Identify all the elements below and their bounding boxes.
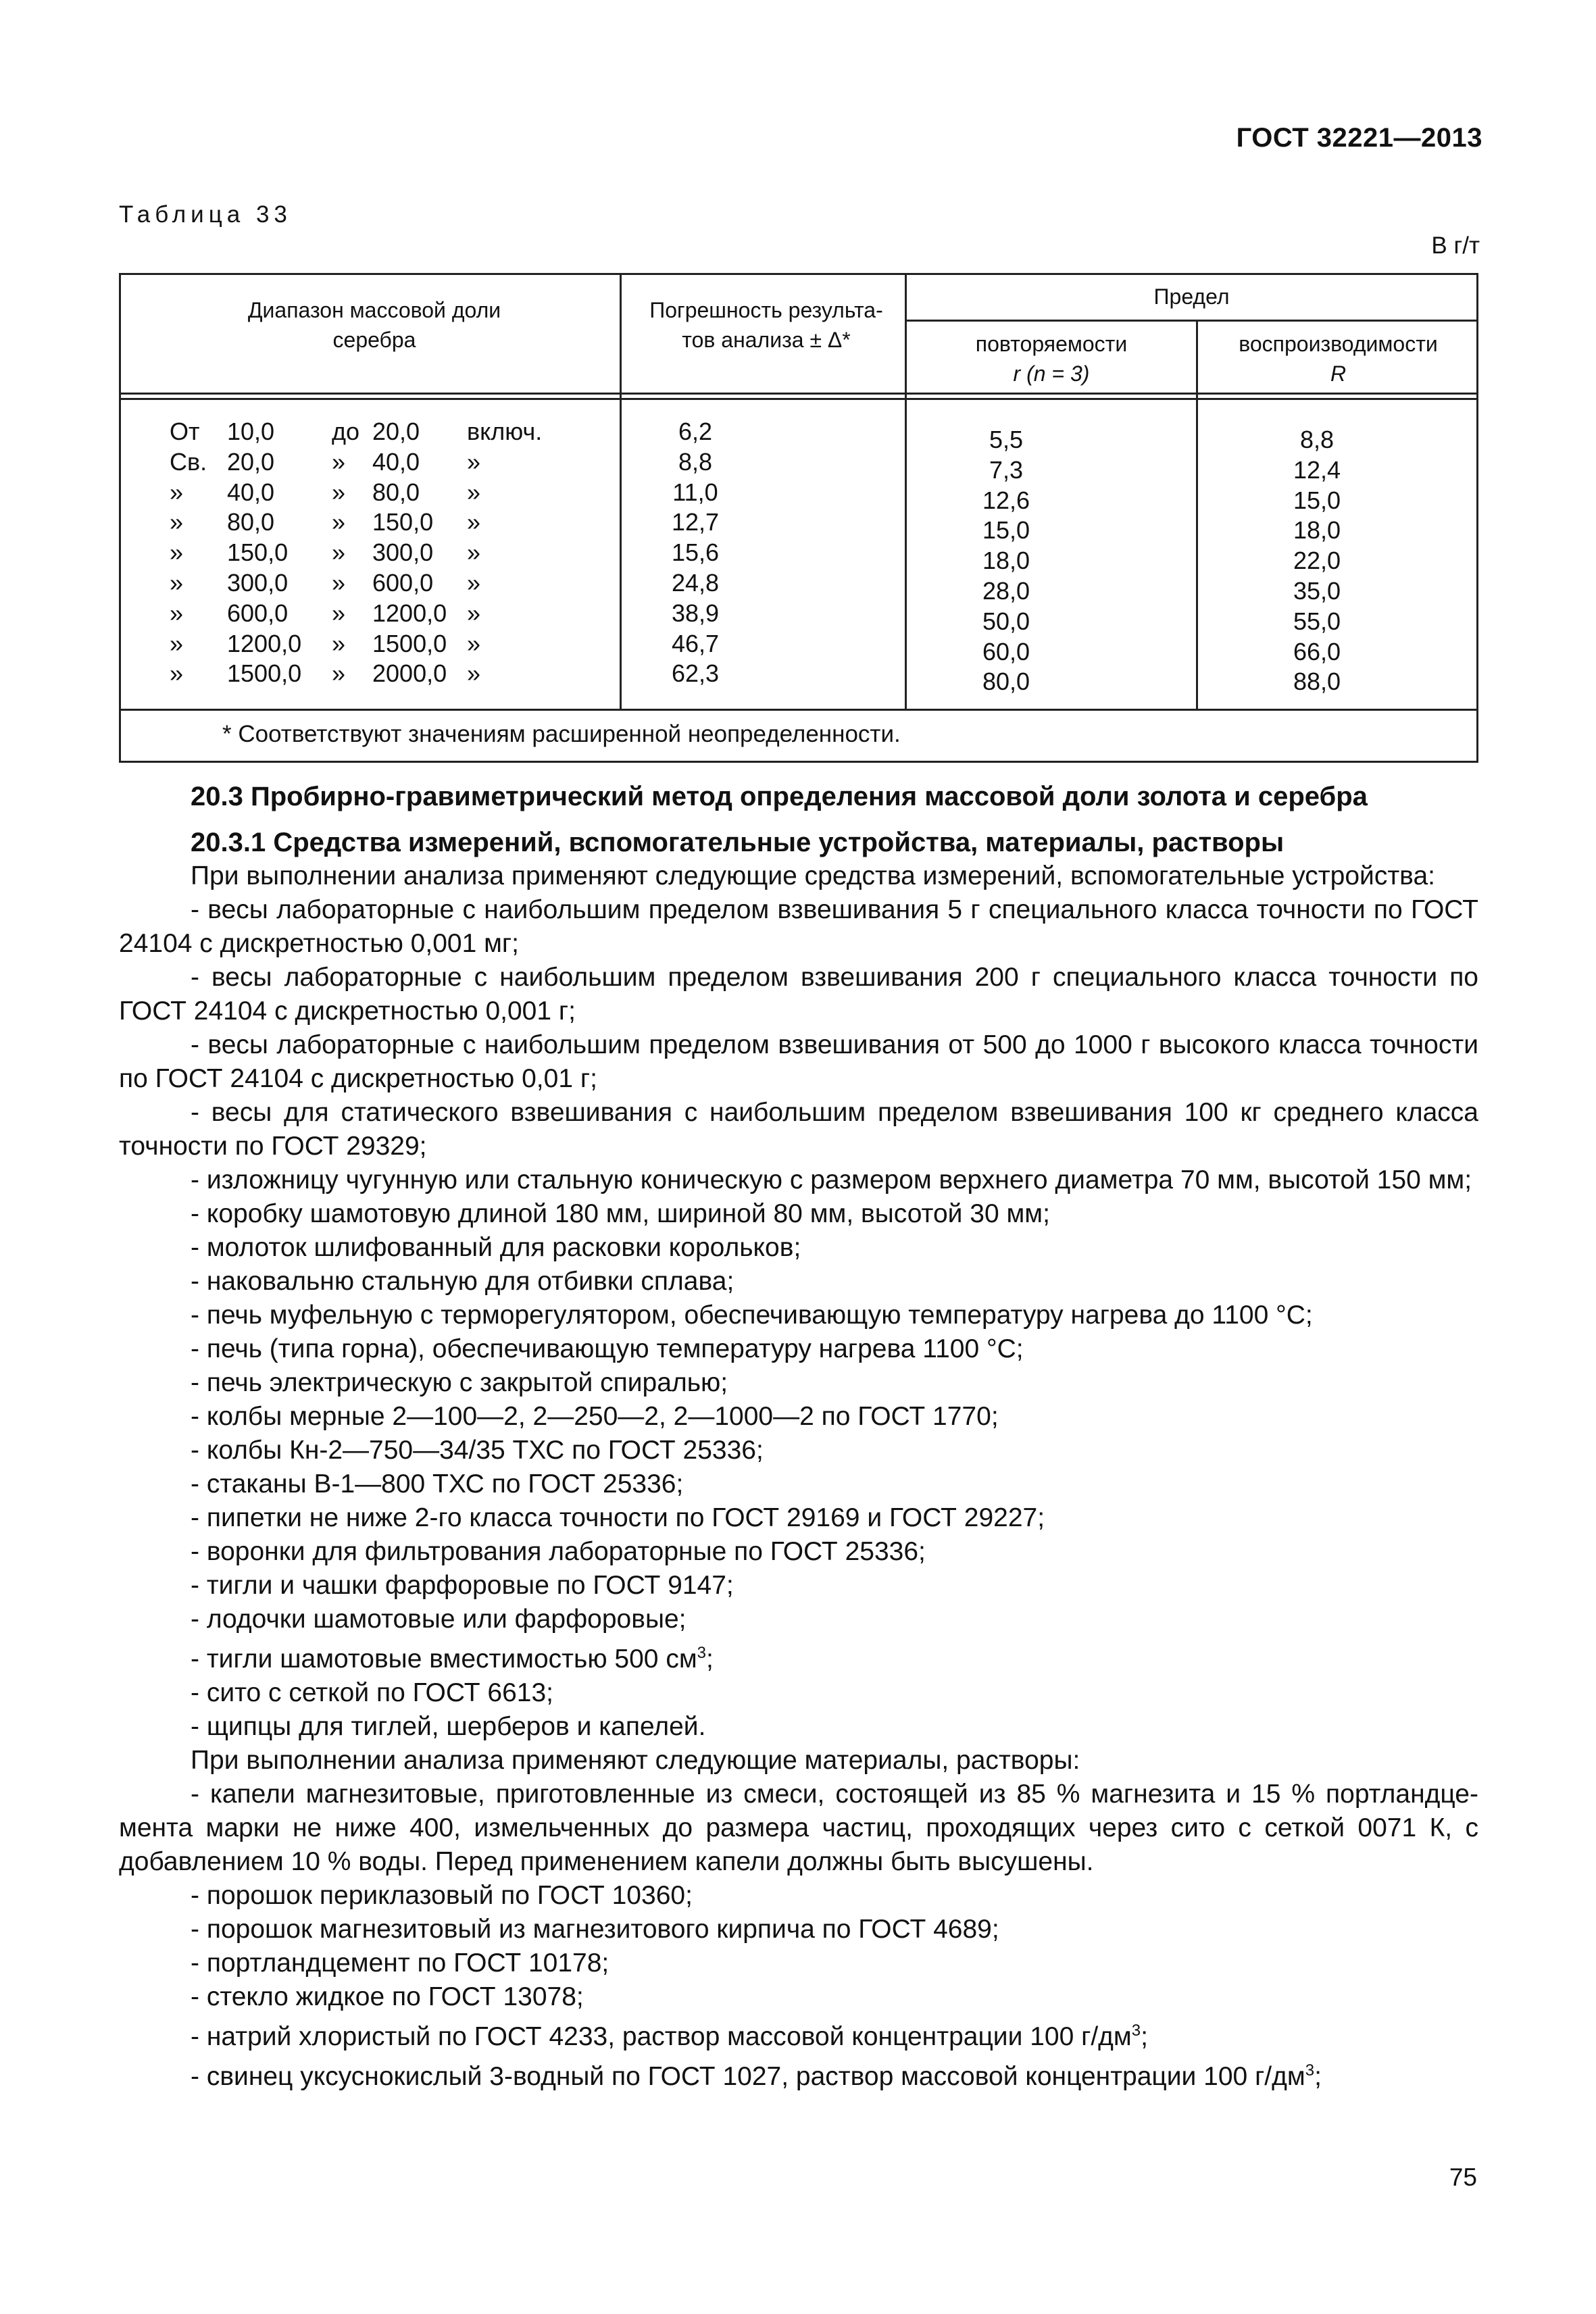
range-from: 1200,0 [227, 629, 302, 657]
list-item: - коробку шамотовую длиной 180 мм, шириной 80 мм, высотой 30 мм; [191, 1199, 1050, 1228]
list-item: - весы лабораторные с наибольшим пределом взвешивания 200 г специального класса точности по ГОСТ 24104 с дискретностью 0,001 г; [119, 963, 1478, 1026]
range-to: 1200,0 [372, 599, 447, 627]
list-item: - порошок магнезитовый из магнезитового кирпича по ГОСТ 4689; [191, 1915, 999, 1944]
repeatability-value: 60,0 [982, 637, 1030, 665]
list-item: - портландцемент по ГОСТ 10178; [191, 1948, 609, 1978]
range-suffix: включ. [467, 418, 543, 445]
subsection-heading: 20.3.1 Средства измерений, вспомогательные устройства, материалы, растворы [191, 828, 1285, 857]
range-suffix: » [467, 508, 481, 536]
range-from: 20,0 [227, 447, 275, 476]
reproducibility-value: 22,0 [1293, 547, 1341, 575]
error-value: 62,3 [671, 659, 720, 688]
document-code: ГОСТ 32221—2013 [1236, 123, 1482, 153]
range-prefix: » [170, 478, 184, 506]
repeatability-column [905, 425, 1107, 697]
reproducibility-value: 18,0 [1293, 516, 1341, 545]
list-item: - наковальню стальную для отбивки сплава; [191, 1267, 734, 1296]
error-value: 15,6 [671, 538, 720, 567]
repeatability-value: 28,0 [982, 576, 1030, 605]
list-item: - пипетки не ниже 2-го класса точности по ГОСТ 29169 и ГОСТ 29227; [191, 1503, 1045, 1532]
list-item: - весы для статического взвешивания с наибольшим пределом взвешивания 100 кг среднего класса точности по ГОСТ 29329; [119, 1098, 1478, 1161]
error-value: 24,8 [671, 568, 720, 597]
range-to: 40,0 [372, 447, 420, 476]
range-prefix: » [170, 629, 184, 657]
list-item: - сито с сеткой по ГОСТ 6613; [191, 1678, 553, 1707]
error-value: 46,7 [671, 629, 720, 657]
reproducibility-column [1216, 425, 1418, 697]
range-prefix: Св. [170, 447, 207, 476]
list-item: - порошок периклазовый по ГОСТ 10360; [191, 1881, 693, 1910]
range-from: 300,0 [227, 568, 289, 597]
range-to: 2000,0 [372, 659, 447, 688]
list-item: - капели магнезитовые, приготовленные из смеси, состоящей из 85 % магнезита и 15 % портландцемента марки не ниже 400, измельченных до размера частиц, проходящих через сито с сеткой 0071 К, с добавлением 10 % воды. Перед применением капели должны быть высушены. [119, 1780, 1478, 1876]
range-from: 10,0 [227, 418, 275, 445]
list-item: - стекло жидкое по ГОСТ 13078; [191, 1982, 584, 2011]
list-item [119, 2014, 1478, 2054]
header-repeatability-symbol: r (n = 3) [1013, 361, 1090, 386]
header-repeatability [907, 329, 1196, 388]
repeatability-value: 5,5 [989, 426, 1024, 453]
range-prefix: » [170, 508, 184, 536]
list-item-text: - свинец уксуснокислый 3-водный по ГОСТ 1027, раствор массовой концентрации 100 г/дм [191, 2062, 1305, 2091]
range-from: 1500,0 [227, 659, 302, 688]
table-row [170, 568, 548, 599]
repeatability-value: 18,0 [982, 547, 1030, 575]
reproducibility-value: 12,4 [1293, 455, 1341, 484]
superscript: 3 [1305, 2061, 1315, 2080]
range-from: 150,0 [227, 538, 289, 567]
range-sep: » [332, 629, 346, 657]
list-item: - стаканы В-1—800 ТХС по ГОСТ 25336; [191, 1469, 684, 1499]
error-value: 11,0 [672, 478, 718, 506]
range-to: 1500,0 [372, 629, 447, 657]
range-prefix: » [170, 538, 184, 567]
table-divider [905, 320, 1478, 322]
range-sep: » [332, 538, 346, 567]
range-sep: » [332, 447, 346, 476]
range-sep: » [332, 659, 346, 688]
list-item-text: - натрий хлористый по ГОСТ 4233, раствор массовой концентрации 100 г/дм [191, 2022, 1132, 2051]
range-suffix: » [467, 568, 481, 597]
repeatability-value: 7,3 [989, 455, 1024, 484]
list-item: - печь (типа горна), обеспечивающую температуру нагрева 1100 °С; [191, 1334, 1024, 1363]
range-suffix: » [467, 629, 481, 657]
repeatability-value: 50,0 [982, 607, 1030, 635]
range-to: 80,0 [372, 478, 420, 506]
table-row [170, 538, 548, 568]
table-row [170, 659, 548, 689]
range-to: 300,0 [372, 538, 434, 567]
error-value: 12,7 [671, 508, 720, 536]
table-row [170, 507, 548, 538]
range-suffix: » [467, 478, 481, 506]
list-item-end: ; [1314, 2062, 1322, 2091]
range-prefix: » [170, 599, 184, 627]
header-error: Погрешность результатов анализа ± Δ* [649, 298, 883, 352]
range-from: 40,0 [227, 478, 275, 506]
reproducibility-value: 66,0 [1293, 637, 1341, 665]
table-footnote: * Соответствуют значениям расширенной неопределенности. [222, 721, 901, 747]
range-sep: » [332, 508, 346, 536]
table-row [170, 417, 548, 447]
error-column [594, 417, 797, 689]
equipment-list [119, 893, 1478, 1636]
reproducibility-value: 8,8 [1299, 426, 1335, 453]
table-row [170, 478, 548, 508]
range-prefix: От [170, 418, 200, 445]
table-unit: В г/т [1431, 232, 1480, 259]
section-heading: 20.3 Пробирно-гравиметрический метод определения массовой доли золота и серебра [191, 782, 1368, 811]
reproducibility-value: 55,0 [1293, 607, 1341, 635]
repeatability-value: 12,6 [982, 486, 1030, 514]
repeatability-value: 80,0 [982, 668, 1030, 696]
header-range: Диапазон массовой доли серебра [247, 298, 501, 352]
error-value: 38,9 [671, 599, 720, 627]
table-row [170, 599, 548, 629]
table-row [170, 447, 548, 478]
range-sep: » [332, 599, 346, 627]
header-reproducibility [1198, 329, 1478, 388]
superscript: 3 [697, 1644, 707, 1662]
materials-list [119, 1778, 1478, 2014]
list-item [119, 2054, 1478, 2094]
list-item: - тигли и чашки фарфоровые по ГОСТ 9147; [191, 1571, 734, 1600]
list-item-end: ; [1141, 2022, 1148, 2051]
paragraph-intro: При выполнении анализа применяют следующие материалы, растворы: [191, 1746, 1080, 1775]
reproducibility-value: 35,0 [1293, 576, 1341, 605]
repeatability-value: 15,0 [982, 516, 1030, 545]
header-reproducibility-symbol: R [1330, 361, 1347, 386]
table-divider [121, 709, 1478, 711]
superscript: 3 [1131, 2021, 1141, 2040]
page-number: 75 [1449, 2163, 1477, 2191]
range-to: 600,0 [372, 568, 434, 597]
list-item: - изложницу чугунную или стальную коническую с размером верхнего диаметра 70 мм, высотой 150 мм; [191, 1165, 1472, 1194]
error-value: 8,8 [678, 447, 713, 476]
list-item [119, 1636, 1478, 1676]
header-reproducibility-title: воспроизводимости [1239, 332, 1438, 356]
range-prefix: » [170, 659, 184, 688]
reproducibility-value: 15,0 [1293, 486, 1341, 514]
error-value: 6,2 [678, 418, 713, 445]
range-prefix: » [170, 568, 184, 597]
list-item: - колбы Кн-2—750—34/35 ТХС по ГОСТ 25336; [191, 1436, 764, 1465]
list-item: - печь электрическую с закрытой спиралью; [191, 1368, 728, 1397]
range-column [170, 417, 548, 689]
list-item: - весы лабораторные с наибольшим пределом взвешивания от 500 до 1000 г высокого класса точности по ГОСТ 24104 с дискретностью 0,01 г; [119, 1030, 1478, 1093]
list-item: - молоток шлифованный для расковки корольков; [191, 1233, 801, 1262]
list-item: - воронки для фильтрования лабораторные по ГОСТ 25336; [191, 1537, 926, 1566]
paragraph-intro: При выполнении анализа применяют следующие средства измерений, вспомогательные устройства: [191, 861, 1435, 890]
range-from: 600,0 [227, 599, 289, 627]
range-suffix: » [467, 538, 481, 567]
table-divider [121, 398, 1478, 400]
list-item-end: ; [706, 1644, 714, 1674]
equipment-list-continued [119, 1676, 1478, 1744]
range-from: 80,0 [227, 508, 275, 536]
list-item: - печь муфельную с терморегулятором, обеспечивающую температуру нагрева до 1100 °С; [191, 1301, 1313, 1330]
range-sep: до [332, 418, 360, 445]
table-divider [121, 393, 1478, 395]
list-item: - весы лабораторные с наибольшим пределом взвешивания 5 г специального класса точности по ГОСТ 24104 с дискретностью 0,001 мг; [119, 895, 1478, 958]
list-item-text: - тигли шамотовые вместимостью 500 см [191, 1644, 697, 1674]
list-item: - колбы мерные 2—100—2, 2—250—2, 2—1000—2 по ГОСТ 1770; [191, 1402, 999, 1431]
range-sep: » [332, 478, 346, 506]
header-limit: Предел [1153, 284, 1230, 309]
list-item: - лодочки шамотовые или фарфоровые; [191, 1605, 687, 1634]
data-table [119, 273, 1478, 763]
range-suffix: » [467, 659, 481, 688]
reproducibility-value: 88,0 [1293, 668, 1341, 696]
table-row [170, 629, 548, 659]
range-to: 150,0 [372, 508, 434, 536]
range-sep: » [332, 568, 346, 597]
range-suffix: » [467, 447, 481, 476]
section-body [119, 777, 1478, 2094]
list-item: - щипцы для тиглей, шерберов и капелей. [191, 1712, 706, 1741]
range-suffix: » [467, 599, 481, 627]
range-to: 20,0 [372, 418, 420, 445]
header-repeatability-title: повторяемости [975, 332, 1128, 356]
table-caption: Таблица 33 [119, 201, 292, 228]
